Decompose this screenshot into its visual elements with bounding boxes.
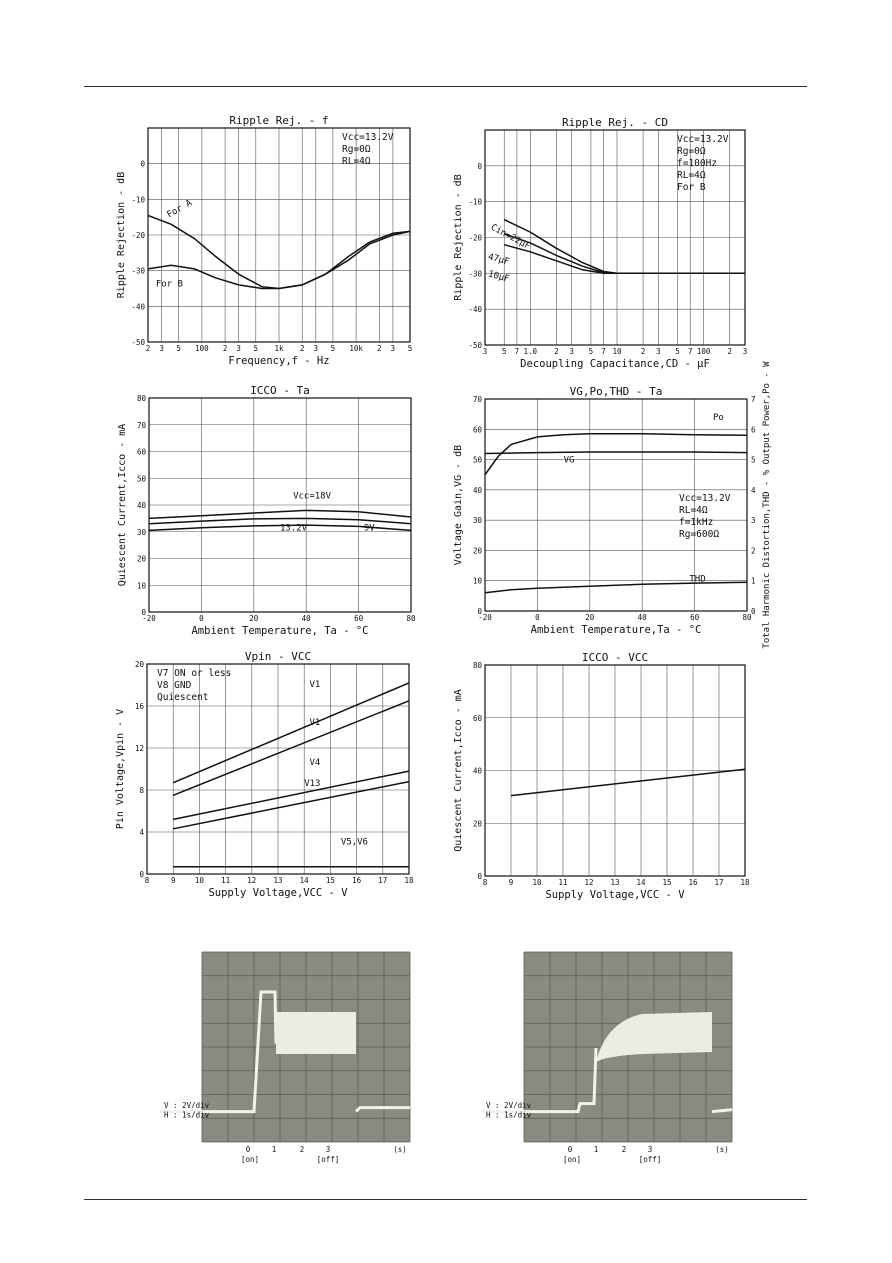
series-label-0: Vcc=18V — [293, 491, 332, 502]
x-tick-label: 11 — [558, 878, 568, 887]
series-label-0: For A — [165, 198, 194, 221]
y-tick-label: 80 — [136, 394, 146, 403]
condition-note: RL=4Ω — [679, 505, 708, 516]
condition-note: V8 GND — [157, 680, 192, 691]
x-tick-label: 40 — [637, 613, 647, 622]
y-tick-label: -20 — [468, 233, 482, 243]
x-tick-label: 80 — [406, 614, 416, 623]
x-tick-label: 5 — [501, 347, 507, 356]
y-tick-label: 50 — [472, 455, 482, 465]
x-tick-label: 7 — [601, 347, 606, 356]
series-label-1: For B — [155, 279, 183, 290]
y-tick-label: 40 — [472, 766, 482, 776]
condition-note: f=1kHz — [679, 517, 714, 528]
series-line-2 — [485, 582, 747, 593]
x-tick-label: 3 — [569, 347, 574, 356]
scope-vertical-scale: V : 2V/div — [164, 1100, 210, 1110]
y-axis-label: Pin Voltage,Vpin - V — [115, 708, 126, 830]
x-tick-label: 60 — [354, 614, 364, 623]
scope-horizontal-scale: H : 1s/div — [164, 1110, 210, 1120]
x-tick-label: 17 — [714, 878, 724, 887]
scope-time-label: (s) — [715, 1145, 729, 1154]
scope-time-label: 1 — [593, 1145, 599, 1154]
y-axis-label: Voltage Gain,VG - dB — [453, 444, 464, 566]
condition-note: Vcc=13.2V — [679, 493, 731, 504]
y-axis-label: Ripple Rejection - dB — [116, 171, 127, 299]
y-tick-label: -50 — [468, 341, 482, 350]
x-tick-label: 100 — [195, 344, 209, 353]
y-tick-label: 0 — [141, 608, 146, 617]
series-label-1: 47μF — [486, 252, 511, 268]
x-tick-label: 2 — [145, 344, 151, 353]
series-line-3 — [173, 782, 409, 829]
scope-time-label: (s) — [393, 1145, 407, 1154]
x-tick-label: 100 — [696, 347, 711, 356]
scope-on-label: [on] — [240, 1155, 260, 1164]
y-axis-label: Quiescent Current,Icco - mA — [117, 423, 128, 587]
scope-time-label: 0 — [567, 1145, 573, 1154]
y-tick-label: 60 — [472, 425, 482, 435]
y-tick-label: 70 — [136, 420, 146, 430]
y-tick-label: 20 — [136, 554, 146, 564]
series-label-0: Po — [712, 413, 724, 424]
x-tick-label: 13 — [610, 878, 620, 887]
x-tick-label: 10 — [612, 347, 622, 356]
y-tick-label: 30 — [472, 516, 482, 526]
series-line-1 — [485, 452, 747, 454]
oscilloscope-photo-right — [482, 950, 744, 1172]
x-tick-label: 1.0 — [523, 347, 538, 356]
quiescent-current-vs-supply-chart — [450, 646, 770, 906]
x-tick-label: 3 — [390, 344, 396, 353]
condition-note: Rg=0Ω — [677, 146, 706, 157]
x-tick-label: 7 — [687, 347, 693, 356]
x-tick-label: 15 — [325, 876, 335, 885]
condition-note: V7 ON or less — [157, 668, 232, 679]
y2-tick-label: 2 — [751, 546, 756, 556]
chart-title: ICCO - VCC — [581, 651, 649, 664]
condition-note: For B — [677, 182, 706, 193]
condition-note: Vcc=13.2V — [677, 134, 729, 145]
scope-horizontal-scale: H : 1s/div — [486, 1110, 532, 1120]
x-tick-label: 14 — [636, 878, 646, 887]
y-tick-label: -10 — [131, 195, 145, 205]
x-axis-label: Supply Voltage,VCC - V — [545, 889, 685, 901]
x-tick-label: 14 — [299, 876, 309, 885]
x-axis-label: Ambient Temperature, Ta - °C — [191, 625, 369, 637]
series-label-1: V1 — [309, 717, 321, 728]
condition-note: Rg=0Ω — [342, 144, 371, 155]
y2-tick-label: 6 — [751, 425, 756, 435]
y-tick-label: 12 — [134, 744, 144, 753]
x-tick-label: 12 — [584, 878, 594, 887]
condition-note: Vcc=13.2V — [342, 132, 394, 143]
scope-on-label: [on] — [562, 1155, 582, 1164]
y-tick-label: 0 — [477, 161, 482, 171]
y2-tick-label: 4 — [751, 485, 756, 495]
x-tick-label: 40 — [301, 614, 311, 623]
series-line-0 — [511, 769, 745, 795]
x-tick-label: 80 — [742, 613, 752, 622]
x-tick-label: 13 — [273, 876, 283, 885]
ripple-rejection-vs-capacitance-chart — [450, 112, 770, 377]
x-tick-label: 10 — [194, 876, 204, 885]
x-tick-label: 2 — [222, 344, 228, 353]
x-tick-label: 15 — [662, 878, 672, 887]
x-tick-label: 5 — [176, 344, 181, 353]
series-line-2 — [504, 245, 745, 274]
ripple-rejection-vs-frequency-chart — [112, 110, 432, 375]
scope-trace — [712, 1110, 732, 1112]
chart-title: Vpin - VCC — [244, 650, 312, 663]
x-tick-label: 2 — [299, 344, 305, 353]
series-label-1: 13.2V — [280, 523, 308, 534]
scope-off-label: [off] — [638, 1155, 662, 1164]
x-tick-label: 16 — [352, 876, 362, 885]
y2-tick-label: 1 — [751, 576, 756, 586]
y-tick-label: 10 — [472, 576, 482, 586]
x-tick-label: 3 — [482, 347, 488, 356]
top-rule — [84, 86, 807, 87]
y-tick-label: 0 — [139, 870, 144, 879]
x-tick-label: 18 — [740, 878, 750, 887]
series-label-2: 10μF — [486, 269, 511, 285]
series-line-0 — [149, 510, 411, 518]
series-line-1 — [504, 234, 745, 273]
x-tick-label: 9 — [170, 876, 176, 885]
x-axis-label: Frequency,f - Hz — [228, 355, 330, 367]
y-tick-label: 80 — [472, 661, 482, 670]
condition-note: RL=4Ω — [677, 170, 706, 181]
x-tick-label: 3 — [313, 344, 319, 353]
y2-tick-label: 3 — [751, 516, 756, 526]
x-axis-label: Supply Voltage,VCC - V — [208, 887, 348, 899]
series-line-2 — [173, 771, 409, 819]
x-tick-label: 2 — [727, 347, 732, 356]
x-tick-label: 8 — [144, 876, 150, 885]
bottom-rule — [84, 1199, 807, 1200]
chart-title: VG,Po,THD - Ta — [569, 385, 663, 398]
y-tick-label: 8 — [139, 786, 144, 795]
x-tick-label: 9 — [508, 878, 514, 887]
x-tick-label: 1k — [274, 344, 284, 353]
x-axis-label: Ambient Temperature,Ta - °C — [530, 624, 702, 636]
oscilloscope-photo-left — [160, 950, 422, 1172]
condition-note: Quiescent — [157, 692, 209, 703]
x-tick-label: 8 — [482, 878, 488, 887]
y-tick-label: -30 — [131, 266, 145, 276]
y-tick-label: 4 — [139, 828, 144, 837]
x-tick-label: 3 — [159, 344, 164, 353]
y-tick-label: -40 — [468, 305, 482, 315]
x-tick-label: 16 — [688, 878, 698, 887]
y-tick-label: -40 — [131, 302, 145, 312]
x-tick-label: 17 — [378, 876, 388, 885]
x-tick-label: 5 — [588, 347, 594, 356]
x-tick-label: 2 — [377, 344, 382, 353]
chart-title: ICCO - Ta — [250, 384, 310, 397]
x-tick-label: 0 — [535, 613, 540, 622]
series-line-0 — [485, 434, 747, 475]
series-label-4: V5,V6 — [340, 837, 368, 848]
series-label-2: THD — [689, 574, 706, 585]
y-tick-label: 30 — [136, 527, 146, 537]
x-tick-label: 2 — [640, 347, 646, 356]
y-tick-label: -20 — [131, 231, 145, 240]
scope-trace-band — [276, 1012, 356, 1054]
y-axis-label: Ripple Rejection - dB — [453, 174, 464, 301]
x-tick-label: 3 — [742, 347, 748, 356]
y-tick-label: 70 — [472, 395, 482, 404]
y-tick-label: 0 — [477, 607, 482, 616]
y-tick-label: 0 — [477, 872, 482, 881]
x-tick-label: 5 — [407, 344, 413, 353]
y-tick-label: 50 — [136, 474, 146, 484]
condition-note: Rg=600Ω — [679, 529, 720, 540]
x-tick-label: 0 — [199, 614, 204, 623]
x-tick-label: 11 — [221, 876, 231, 885]
x-tick-label: -20 — [142, 614, 156, 623]
y-tick-label: -50 — [131, 338, 145, 347]
scope-off-label: [off] — [316, 1155, 340, 1164]
series-label-0: Cin=22μF — [488, 222, 532, 252]
scope-time-label: 1 — [271, 1145, 277, 1154]
series-label-1: VG — [563, 455, 575, 466]
chart-title: Ripple Rej. - CD — [562, 116, 668, 129]
y-tick-label: 40 — [472, 485, 482, 495]
scope-time-label: 0 — [245, 1145, 251, 1154]
scope-vertical-scale: V : 2V/div — [486, 1100, 532, 1110]
y-tick-label: 16 — [134, 702, 144, 711]
scope-time-label: 3 — [325, 1145, 331, 1154]
x-tick-label: 60 — [690, 613, 700, 622]
y2-tick-label: 0 — [751, 607, 756, 616]
y-tick-label: 20 — [472, 546, 482, 556]
series-label-2: V4 — [309, 757, 321, 768]
series-label-3: V13 — [304, 778, 321, 789]
scope-time-label: 2 — [621, 1145, 627, 1154]
series-label-2: 9V — [363, 523, 375, 534]
pin-voltage-vs-supply-chart — [112, 645, 432, 905]
x-tick-label: 3 — [236, 344, 241, 353]
x-tick-label: 20 — [249, 614, 259, 623]
y2-tick-label: 7 — [751, 395, 756, 404]
chart-title: Ripple Rej. - f — [229, 114, 329, 127]
y-axis-label: Quiescent Current,Icco - mA — [453, 689, 464, 852]
scope-time-label: 3 — [647, 1145, 653, 1154]
x-tick-label: -20 — [478, 613, 492, 622]
x-axis-label: Decoupling Capacitance,CD - μF — [520, 358, 710, 370]
scope-time-label: 2 — [299, 1145, 305, 1154]
y-tick-label: -30 — [468, 269, 482, 279]
x-tick-label: 2 — [554, 347, 559, 356]
y-tick-label: 40 — [136, 501, 146, 510]
series-line-0 — [173, 683, 409, 783]
x-tick-label: 10 — [532, 878, 542, 887]
x-tick-label: 10k — [349, 344, 363, 353]
y2-tick-label: 5 — [751, 455, 756, 465]
x-tick-label: 18 — [404, 876, 414, 885]
x-tick-label: 5 — [330, 344, 336, 353]
y2-axis-label: Total Harmonic Distortion,THD - % Output Power,Po - W — [762, 361, 772, 649]
series-line-0 — [504, 220, 745, 274]
x-tick-label: 3 — [656, 347, 661, 356]
series-label-0: V1 — [309, 680, 321, 691]
y-tick-label: 20 — [134, 660, 144, 669]
x-tick-label: 7 — [514, 347, 520, 356]
condition-note: f=100Hz — [677, 158, 718, 169]
x-tick-label: 5 — [253, 344, 259, 353]
y-tick-label: -10 — [468, 197, 482, 207]
y-tick-label: 10 — [136, 581, 146, 591]
y-tick-label: 20 — [472, 819, 482, 829]
y-tick-label: 60 — [472, 713, 482, 723]
plot-frame — [485, 399, 747, 611]
quiescent-current-vs-temperature-chart — [112, 380, 432, 640]
y-tick-label: 0 — [140, 159, 145, 169]
condition-note: RL=4Ω — [342, 156, 371, 167]
y-tick-label: 60 — [136, 447, 146, 457]
x-tick-label: 5 — [675, 347, 680, 356]
x-tick-label: 20 — [585, 613, 595, 622]
x-tick-label: 12 — [247, 876, 257, 885]
